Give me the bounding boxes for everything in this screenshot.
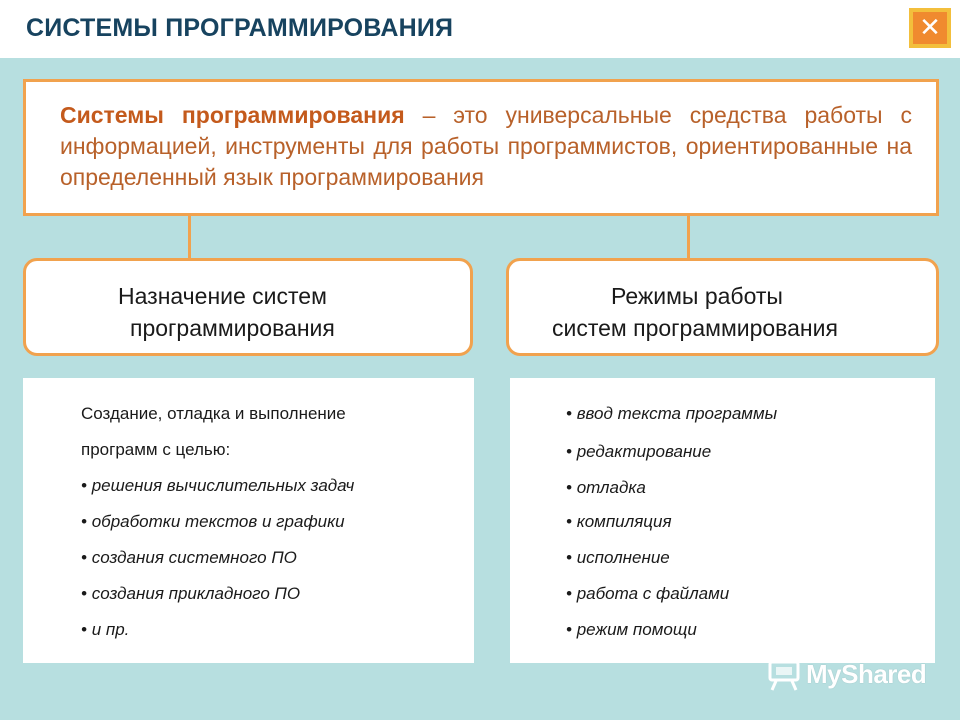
list-item: • отладка: [566, 478, 646, 497]
definition-body: – это универсальные средства работы с информацией, инструменты для работы программистов, ориентированные на определенный язык программирования: [60, 102, 912, 190]
purpose-intro-line: Создание, отладка и выполнение: [81, 404, 346, 423]
list-item: • редактирование: [566, 442, 712, 461]
list-item: • решения вычислительных задач: [81, 476, 355, 495]
watermark-text: MyShared: [806, 659, 927, 689]
definition-text: [60, 100, 912, 193]
projector-icon: [766, 657, 802, 693]
purpose-box-line: Назначение систем: [118, 283, 327, 309]
definition-term: Системы программирования: [60, 102, 405, 128]
list-item: • работа с файлами: [566, 584, 730, 603]
list-item: • режим помощи: [566, 620, 697, 639]
header-bar: [0, 0, 960, 58]
right-connector-line: [687, 216, 690, 258]
modes-box-line: Режимы работы: [611, 283, 783, 309]
list-item: • исполнение: [566, 548, 670, 567]
list-item: • и пр.: [81, 620, 130, 639]
modes-box: [506, 258, 939, 356]
list-item: • создания системного ПО: [81, 548, 297, 567]
list-item: • ввод текста программы: [566, 404, 778, 423]
purpose-intro-line: программ с целью:: [81, 440, 231, 459]
watermark: [766, 655, 926, 695]
close-button[interactable]: [909, 8, 951, 48]
modes-box-line: систем программирования: [552, 315, 838, 341]
page-title: СИСТЕМЫ ПРОГРАММИРОВАНИЯ: [26, 14, 454, 42]
purpose-box: [23, 258, 473, 356]
definition-box: [23, 79, 939, 216]
purpose-list-panel: [23, 378, 474, 663]
close-icon: ✕: [913, 12, 947, 44]
left-connector-line: [188, 216, 191, 258]
list-item: • обработки текстов и графики: [81, 512, 345, 531]
list-item: • компиляция: [566, 512, 672, 531]
list-item: • создания прикладного ПО: [81, 584, 301, 603]
modes-list-panel: [510, 378, 935, 663]
purpose-box-line: программирования: [130, 315, 335, 341]
